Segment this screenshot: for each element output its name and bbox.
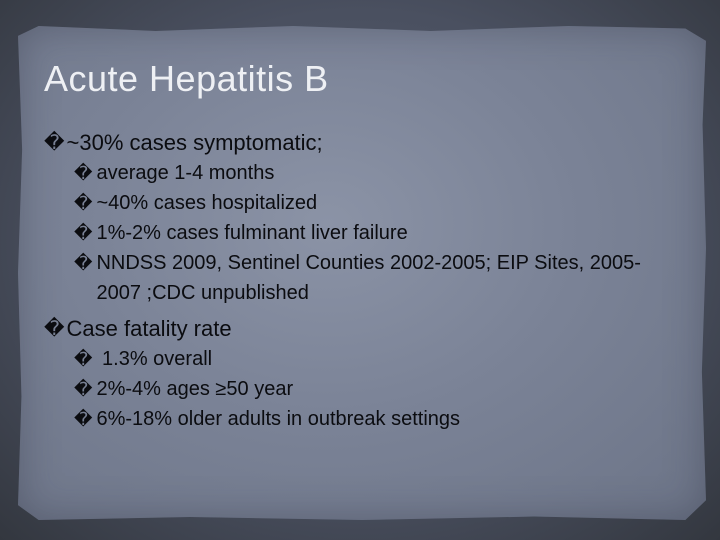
bullet-text: 1.3% overall xyxy=(96,348,213,370)
bullet-text: 1%-2% cases fulminant liver failure xyxy=(96,222,408,244)
bullet-level2 xyxy=(74,188,664,218)
bullet-icon: � xyxy=(74,379,93,399)
bullet-text: 2%-4% ages ≥50 year xyxy=(96,378,294,400)
bullet-level2 xyxy=(74,218,664,248)
bullet-text: 6%-18% older adults in outbreak settings xyxy=(96,408,461,430)
slide-title: Acute Hepatitis B xyxy=(44,58,329,99)
bullet-text: Case fatality rate xyxy=(66,316,232,341)
bullet-icon: � xyxy=(74,163,93,183)
bullet-icon: � xyxy=(74,223,93,243)
bullet-text: ~30% cases symptomatic; xyxy=(66,130,323,155)
bullet-text: average 1-4 months xyxy=(96,162,275,184)
bullet-icon: � xyxy=(44,132,65,154)
bullet-text: NNDSS 2009, Sentinel Counties 2002-2005; EIP Sites, 2005-2007 ;CDC unpublished xyxy=(96,252,641,304)
bullet-level1 xyxy=(44,128,664,158)
bullet-icon: � xyxy=(74,409,93,429)
bullet-level2 xyxy=(74,344,664,374)
bullet-level2 xyxy=(74,158,664,188)
bullet-icon: � xyxy=(74,193,93,213)
bullet-level2 xyxy=(74,404,664,434)
bullet-icon: � xyxy=(44,318,65,340)
bullet-level1 xyxy=(44,314,664,344)
bullet-list xyxy=(44,128,664,434)
bullet-icon: � xyxy=(74,349,93,369)
bullet-text: ~40% cases hospitalized xyxy=(96,192,318,214)
bullet-icon: � xyxy=(74,253,93,273)
bullet-level2 xyxy=(74,374,664,404)
bullet-level2 xyxy=(74,248,664,308)
